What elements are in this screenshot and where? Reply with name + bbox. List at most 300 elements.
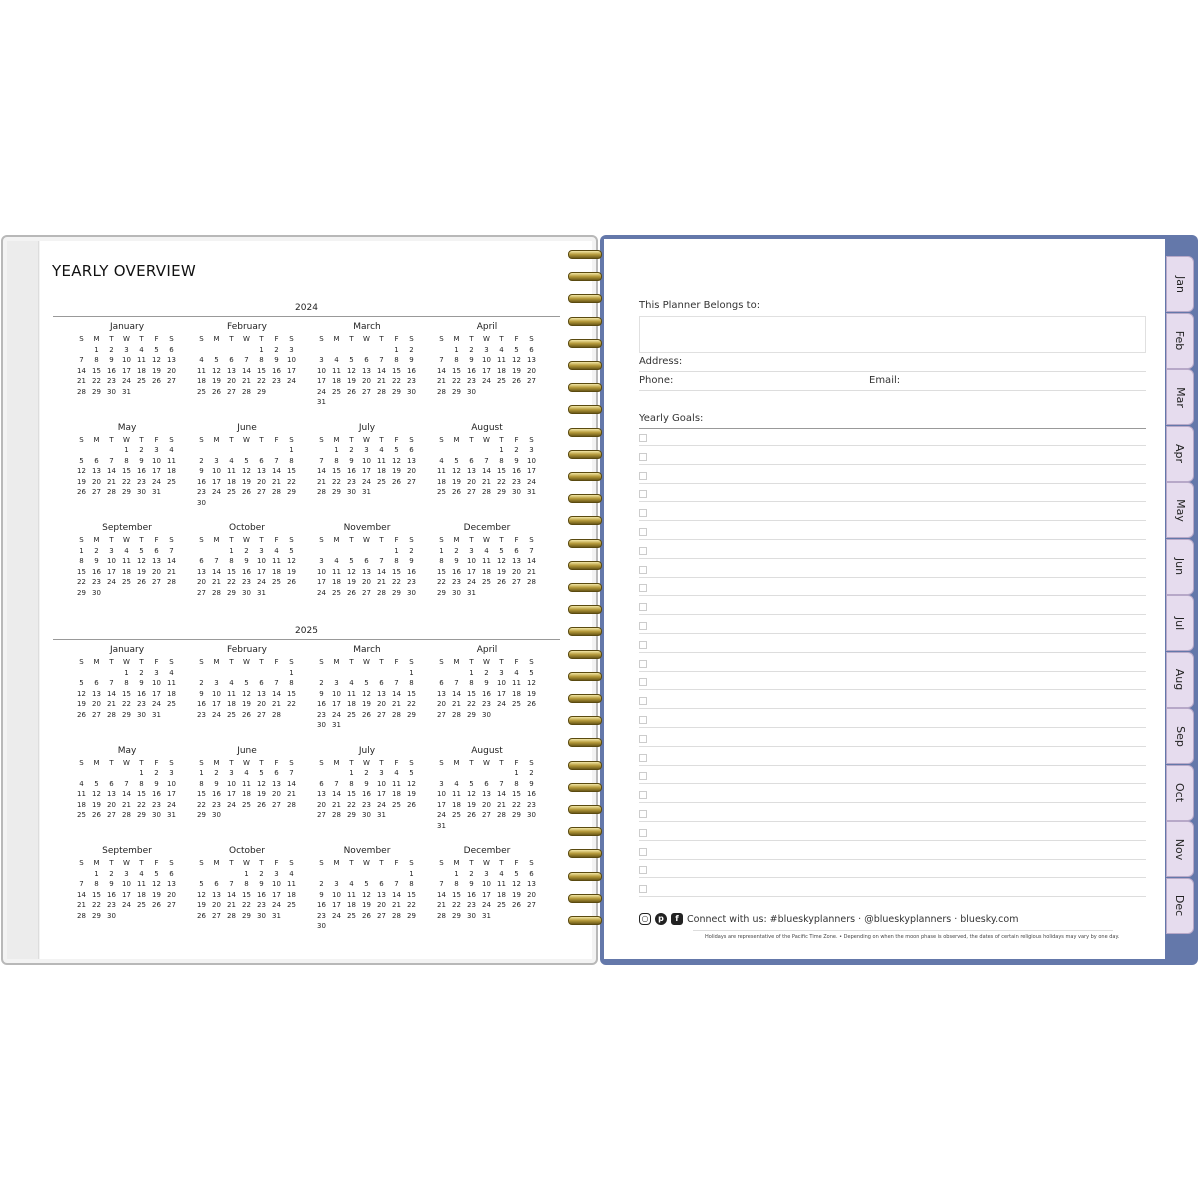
empty-day — [254, 669, 269, 678]
day-number: 20 — [482, 800, 491, 809]
day-number: 19 — [452, 477, 461, 486]
day-number: 6 — [469, 456, 474, 465]
day-number: 3 — [439, 779, 444, 788]
goal-checkbox[interactable] — [639, 885, 647, 893]
goal-line[interactable] — [639, 577, 1146, 578]
goal-line[interactable] — [639, 614, 1146, 615]
day-number: 15 — [122, 689, 131, 698]
day-number: 24 — [167, 800, 176, 809]
day-number: 3 — [334, 880, 339, 888]
tab-aug[interactable] — [1166, 652, 1194, 708]
goal-line[interactable] — [639, 445, 1146, 446]
empty-day — [74, 669, 89, 678]
goal-line[interactable] — [639, 539, 1146, 540]
goal-line[interactable] — [639, 689, 1146, 690]
day-number: 3 — [109, 546, 114, 555]
day-number: 12 — [362, 689, 371, 698]
goal-checkbox[interactable] — [639, 697, 647, 705]
day-number: 7 — [334, 779, 339, 788]
month-name: June — [237, 422, 257, 433]
tab-label: Jun — [1173, 557, 1187, 576]
weekday-header: S — [529, 435, 534, 444]
day-number: 10 — [167, 779, 176, 788]
weekday-header: F — [394, 658, 399, 666]
month-name: December — [463, 846, 511, 856]
day-number: 21 — [497, 800, 506, 809]
day-number: 18 — [227, 700, 236, 708]
month-name: September — [102, 523, 152, 533]
empty-day — [209, 346, 224, 355]
day-number: 25 — [512, 700, 521, 708]
day-number: 31 — [257, 588, 266, 597]
day-number: 10 — [377, 779, 386, 788]
empty-day — [314, 446, 329, 455]
tab-oct[interactable] — [1166, 765, 1194, 821]
goal-line[interactable] — [639, 896, 1146, 897]
spiral-coil — [568, 894, 602, 903]
goal-checkbox[interactable] — [639, 829, 647, 837]
day-number: 8 — [199, 779, 204, 788]
goal-checkbox[interactable] — [639, 528, 647, 536]
day-number: 11 — [167, 456, 176, 465]
day-number: 12 — [512, 880, 521, 888]
month-name: March — [353, 645, 381, 655]
day-number: 9 — [514, 456, 519, 465]
goal-line[interactable] — [639, 483, 1146, 484]
weekday-header: F — [394, 435, 399, 444]
day-number: 31 — [482, 911, 491, 920]
spiral-coil — [568, 472, 602, 481]
day-number: 17 — [332, 901, 341, 909]
goal-line[interactable] — [639, 746, 1146, 747]
goal-line[interactable] — [639, 821, 1146, 822]
goal-line[interactable] — [639, 595, 1146, 596]
weekday-header: T — [109, 758, 114, 767]
goal-checkbox[interactable] — [639, 866, 647, 874]
goal-checkbox[interactable] — [639, 660, 647, 668]
goal-line[interactable] — [639, 671, 1146, 672]
month-name: February — [227, 322, 267, 332]
day-number: 7 — [109, 456, 114, 465]
day-number: 24 — [212, 488, 221, 496]
tab-nov[interactable] — [1166, 821, 1194, 877]
day-number: 10 — [212, 467, 221, 475]
day-number: 21 — [332, 800, 341, 809]
day-number: 31 — [152, 710, 161, 719]
day-number: 31 — [437, 821, 446, 830]
holiday-note: Holidays are representative of the Pacific Time Zone. • Depending on when the moon phase is observed, the dates of certain religious holidays may vary by one day. — [705, 934, 1120, 940]
empty-day — [329, 769, 344, 778]
day-number: 17 — [212, 700, 221, 708]
goal-checkbox[interactable] — [639, 547, 647, 555]
weekday-header: W — [483, 335, 490, 343]
day-number: 25 — [137, 377, 146, 385]
day-number: 5 — [514, 869, 519, 878]
day-number: 24 — [332, 911, 341, 920]
day-number: 23 — [257, 901, 266, 909]
goal-checkbox[interactable] — [639, 848, 647, 856]
day-number: 15 — [467, 689, 476, 698]
weekday-header: S — [319, 859, 324, 867]
belongs-label: This Planner Belongs to: — [639, 300, 761, 311]
goal-line[interactable] — [639, 727, 1146, 728]
day-number: 21 — [452, 700, 461, 708]
weekday-header: W — [123, 758, 130, 767]
tab-jun[interactable] — [1166, 539, 1194, 595]
day-number: 22 — [137, 800, 146, 809]
day-number: 8 — [244, 880, 249, 888]
day-number: 6 — [364, 557, 369, 565]
day-number: 11 — [347, 689, 356, 698]
day-number: 15 — [437, 567, 446, 576]
goal-checkbox[interactable] — [639, 603, 647, 611]
day-number: 13 — [152, 557, 161, 565]
day-number: 13 — [482, 790, 491, 798]
goal-checkbox[interactable] — [639, 716, 647, 724]
month-name: December — [463, 523, 511, 533]
day-number: 28 — [107, 710, 116, 719]
day-number: 17 — [317, 377, 326, 385]
tab-label: Jul — [1173, 616, 1187, 630]
day-number: 28 — [332, 811, 341, 819]
day-number: 27 — [167, 377, 176, 385]
empty-day — [269, 446, 284, 455]
day-number: 9 — [409, 356, 414, 364]
empty-day — [239, 669, 254, 678]
day-number: 14 — [272, 689, 281, 698]
day-number: 3 — [124, 345, 129, 354]
weekday-header: T — [259, 859, 264, 867]
weekday-header: T — [139, 758, 144, 767]
day-number: 19 — [242, 700, 251, 708]
goal-line[interactable] — [639, 520, 1146, 521]
day-number: 13 — [167, 356, 176, 364]
weekday-header: M — [213, 335, 220, 343]
day-number: 29 — [122, 710, 131, 719]
empty-day — [329, 870, 344, 879]
day-number: 12 — [452, 467, 461, 475]
day-grid — [314, 536, 423, 598]
day-number: 30 — [317, 721, 326, 729]
goal-line[interactable] — [639, 464, 1146, 465]
day-number: 22 — [77, 578, 86, 586]
day-number: 6 — [364, 356, 369, 364]
goal-checkbox[interactable] — [639, 566, 647, 574]
month-calendar — [71, 645, 183, 720]
day-number: 28 — [242, 387, 251, 396]
tab-label: Feb — [1173, 330, 1187, 351]
day-number: 24 — [272, 901, 281, 909]
day-number: 11 — [347, 890, 356, 899]
day-number: 4 — [244, 769, 249, 777]
email-label: Email: — [869, 375, 901, 386]
day-number: 9 — [364, 779, 369, 788]
weekday-header: S — [289, 658, 294, 666]
day-number: 27 — [407, 477, 416, 486]
day-number: 20 — [167, 366, 176, 375]
tab-may[interactable] — [1166, 482, 1194, 538]
goal-line[interactable] — [639, 877, 1146, 878]
day-number: 4 — [139, 345, 144, 354]
tab-mar[interactable] — [1166, 369, 1194, 425]
day-number: 29 — [407, 710, 416, 719]
day-number: 23 — [317, 710, 326, 719]
day-number: 26 — [257, 800, 266, 809]
goal-line[interactable] — [639, 802, 1146, 803]
day-number: 27 — [362, 588, 371, 597]
empty-day — [209, 547, 224, 556]
day-number: 13 — [257, 689, 266, 698]
day-number: 10 — [257, 557, 266, 565]
day-number: 19 — [512, 890, 521, 899]
day-number: 17 — [527, 467, 536, 475]
day-number: 2 — [469, 345, 474, 354]
day-number: 11 — [497, 356, 506, 364]
goal-checkbox[interactable] — [639, 453, 647, 461]
day-number: 25 — [482, 578, 491, 586]
empty-day — [359, 547, 374, 556]
day-number: 4 — [349, 880, 354, 888]
day-number: 2 — [514, 446, 519, 454]
day-grid — [194, 759, 303, 821]
day-number: 30 — [362, 811, 371, 819]
day-number: 11 — [377, 456, 386, 465]
goal-line[interactable] — [639, 708, 1146, 709]
day-number: 10 — [362, 456, 371, 465]
goal-checkbox[interactable] — [639, 754, 647, 762]
weekday-header: T — [469, 859, 474, 867]
day-number: 19 — [407, 790, 416, 798]
goal-checkbox[interactable] — [639, 472, 647, 480]
day-number: 11 — [167, 679, 176, 687]
goal-line[interactable] — [639, 840, 1146, 841]
goal-checkbox[interactable] — [639, 678, 647, 686]
day-number: 15 — [227, 567, 236, 576]
empty-day — [224, 669, 239, 678]
goal-checkbox[interactable] — [639, 622, 647, 630]
day-number: 4 — [139, 869, 144, 878]
weekday-header: M — [333, 859, 340, 867]
phone-email-line[interactable] — [639, 390, 1146, 391]
weekday-header: M — [453, 658, 460, 666]
day-number: 23 — [242, 578, 251, 586]
owner-name-field[interactable] — [639, 316, 1146, 353]
weekday-header: S — [199, 859, 204, 867]
day-number: 23 — [152, 800, 161, 809]
day-number: 13 — [527, 356, 536, 364]
day-number: 2 — [109, 345, 114, 354]
day-number: 25 — [197, 387, 206, 396]
empty-day — [479, 446, 494, 455]
day-number: 29 — [227, 588, 236, 597]
day-number: 14 — [527, 557, 536, 565]
day-number: 18 — [197, 377, 206, 385]
day-number: 5 — [469, 779, 474, 788]
day-number: 18 — [137, 890, 146, 899]
day-number: 18 — [377, 467, 386, 475]
day-number: 6 — [274, 769, 279, 777]
day-number: 8 — [94, 356, 99, 364]
day-number: 20 — [197, 578, 206, 586]
spiral-coil — [568, 849, 602, 858]
tab-jul[interactable] — [1166, 595, 1194, 651]
day-number: 27 — [527, 377, 536, 385]
day-number: 27 — [92, 488, 101, 496]
day-number: 22 — [122, 477, 131, 486]
day-number: 30 — [452, 588, 461, 597]
day-number: 14 — [272, 467, 281, 475]
day-number: 28 — [212, 588, 221, 597]
day-number: 27 — [437, 710, 446, 719]
day-number: 25 — [347, 710, 356, 719]
day-number: 8 — [334, 456, 339, 465]
day-number: 24 — [152, 700, 161, 708]
day-number: 19 — [242, 477, 251, 486]
day-number: 8 — [469, 679, 474, 687]
goal-checkbox[interactable] — [639, 810, 647, 818]
day-number: 1 — [94, 345, 99, 354]
weekday-header: F — [514, 658, 519, 666]
day-number: 23 — [137, 700, 146, 708]
day-number: 9 — [199, 689, 204, 698]
day-grid — [314, 859, 423, 931]
day-number: 17 — [482, 366, 491, 375]
weekday-header: T — [499, 536, 504, 544]
goal-line[interactable] — [639, 558, 1146, 559]
day-number: 2 — [259, 869, 264, 878]
day-number: 27 — [197, 588, 206, 597]
goal-checkbox[interactable] — [639, 641, 647, 649]
day-number: 2 — [409, 546, 414, 555]
goal-line[interactable] — [639, 633, 1146, 634]
day-number: 9 — [454, 557, 459, 565]
day-number: 19 — [77, 700, 86, 708]
tab-sep[interactable] — [1166, 708, 1194, 764]
month-name: August — [471, 745, 503, 756]
day-number: 24 — [122, 377, 131, 385]
weekday-header: S — [439, 859, 444, 867]
empty-day — [89, 669, 104, 678]
day-number: 7 — [484, 456, 489, 465]
goal-line[interactable] — [639, 652, 1146, 653]
weekday-header: T — [349, 435, 354, 444]
day-number: 23 — [527, 800, 536, 809]
day-grid — [74, 859, 183, 921]
tab-dec[interactable] — [1166, 878, 1194, 934]
day-number: 29 — [452, 911, 461, 920]
tab-feb[interactable] — [1166, 313, 1194, 369]
day-number: 16 — [407, 567, 416, 576]
weekday-header: W — [123, 658, 130, 666]
day-number: 16 — [137, 689, 146, 698]
day-grid — [194, 658, 303, 720]
day-number: 15 — [92, 890, 101, 899]
day-number: 24 — [377, 800, 386, 809]
spiral-coil — [568, 805, 602, 814]
goal-line[interactable] — [639, 783, 1146, 784]
weekday-header: T — [499, 758, 504, 767]
day-number: 17 — [152, 467, 161, 475]
day-number: 27 — [527, 901, 536, 909]
day-number: 11 — [287, 880, 296, 888]
day-number: 1 — [139, 769, 144, 777]
goal-checkbox[interactable] — [639, 584, 647, 592]
goal-checkbox[interactable] — [639, 772, 647, 780]
empty-day — [344, 870, 359, 879]
day-number: 1 — [124, 668, 129, 677]
day-number: 3 — [214, 679, 219, 687]
day-number: 29 — [437, 588, 446, 597]
day-number: 8 — [259, 356, 264, 364]
day-number: 31 — [527, 488, 536, 496]
day-number: 22 — [452, 377, 461, 385]
month-name: April — [476, 322, 498, 332]
day-number: 10 — [317, 567, 326, 576]
goal-checkbox[interactable] — [639, 434, 647, 442]
month-calendar — [191, 645, 303, 720]
day-number: 21 — [227, 901, 236, 909]
day-number: 16 — [482, 689, 491, 698]
goal-line[interactable] — [639, 501, 1146, 502]
spiral-coil — [568, 827, 602, 836]
goal-checkbox[interactable] — [639, 490, 647, 498]
day-number: 14 — [227, 890, 236, 899]
day-number: 15 — [92, 366, 101, 375]
weekday-header: W — [363, 435, 370, 444]
tab-apr[interactable] — [1166, 426, 1194, 482]
goal-line[interactable] — [639, 859, 1146, 860]
day-number: 30 — [407, 387, 416, 396]
empty-day — [74, 446, 89, 455]
day-number: 14 — [167, 557, 176, 565]
weekday-header: T — [469, 435, 474, 444]
day-number: 17 — [122, 890, 131, 899]
goal-checkbox[interactable] — [639, 509, 647, 517]
goal-checkbox[interactable] — [639, 791, 647, 799]
spiral-coil — [568, 272, 602, 281]
empty-day — [374, 346, 389, 355]
day-number: 6 — [484, 779, 489, 788]
day-number: 11 — [392, 779, 401, 788]
day-number: 9 — [274, 356, 279, 364]
year-header: 2024 — [53, 303, 560, 317]
weekday-header: T — [139, 536, 144, 544]
day-number: 4 — [79, 779, 84, 788]
day-number: 31 — [332, 721, 341, 729]
day-number: 12 — [77, 467, 86, 475]
weekday-header: F — [514, 758, 519, 767]
day-number: 28 — [392, 911, 401, 920]
empty-day — [119, 769, 134, 778]
address-line[interactable] — [639, 371, 1146, 372]
day-number: 3 — [214, 456, 219, 465]
day-number: 7 — [274, 456, 279, 465]
empty-day — [314, 769, 329, 778]
day-number: 17 — [482, 890, 491, 899]
weekday-header: S — [529, 859, 534, 867]
day-number: 14 — [77, 366, 86, 375]
spiral-coil — [568, 650, 602, 659]
weekday-header: S — [289, 758, 294, 767]
goal-checkbox[interactable] — [639, 735, 647, 743]
goal-line[interactable] — [639, 765, 1146, 766]
tab-jan[interactable] — [1166, 256, 1194, 312]
day-number: 25 — [167, 700, 176, 708]
day-grid — [434, 658, 543, 720]
day-number: 25 — [137, 901, 146, 909]
month-calendar — [311, 523, 423, 598]
day-number: 12 — [152, 356, 161, 364]
